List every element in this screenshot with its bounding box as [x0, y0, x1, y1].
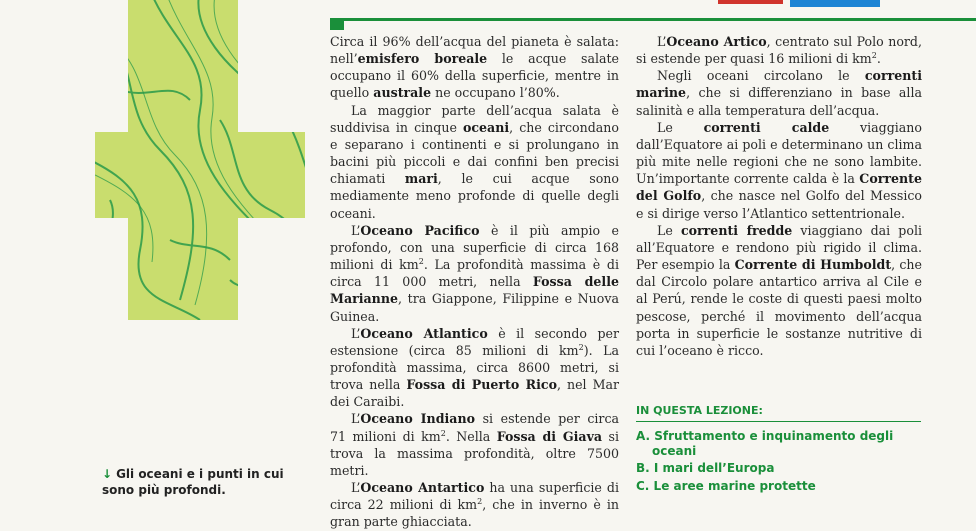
paragraph: Le correnti calde viaggiano dall’Equatore ai poli e determinano un clima più mite nelle regioni che ne sono lambite. Un’importante corrente calda è la Corrente del Golfo, che nasce nel Golfo del Messico e si dirige verso l’Atlantico settentrionale.	[636, 119, 922, 221]
lesson-box-title: IN QUESTA LEZIONE:	[636, 404, 763, 417]
paragraph: L’Oceano Indiano si estende per circa 71 milioni di $km^2$. Nella Fossa di Giava si trova la massima profondità, oltre 7500 metri.	[330, 411, 619, 478]
arrow-down-icon: ↓	[102, 467, 113, 481]
paragraph: La maggior parte dell’acqua salata è suddivisa in cinque oceani, che circondano e separano i continenti e si prolungano in bacini più piccoli e dai confini ben precisi chiamati mari, le cui acque sono mediamente meno profonde di quelle degli oceani.	[330, 102, 619, 221]
header-marker	[330, 18, 344, 30]
chapter-number-graphic	[0, 0, 320, 320]
paragraph: L’Oceano Pacifico è il più ampio e profondo, con una superficie di circa 168 milioni di $km^2$. La profondità massima è di circa 11 000 metri, nella Fossa delle Marianne, tra Giappone, Filippine e Nuova Guinea.	[330, 222, 620, 324]
paragraph: Le correnti fredde viaggiano dai poli all’Equatore e rendono più rigido il clima. Per esempio la Corrente di Humboldt, che dal Circolo polare antartico arriva al Cile e al Perú, rende le coste di questi paesi molto pescose, perché il movimento dell’acqua porta in superficie le sostanze nutritive di cui l’oceano è ricco.	[636, 222, 923, 358]
paragraph: Circa il 96% dell’acqua del pianeta è salata: nell’emisfero boreale le acque salate occupano il 60% della superficie, mentre in quello australe ne occupano l’80%.	[330, 34, 619, 101]
paragraph: Negli oceani circolano le correnti marine, che si differenziano in base alla salinità e alla temperatura dell’acqua.	[636, 68, 922, 118]
caption-text: Gli oceani e i punti in cui sono più profondi.	[102, 467, 284, 497]
header-blue-bar	[790, 0, 880, 7]
paragraph: L’Oceano Artico, centrato sul Polo nord, si estende per quasi 16 milioni di $km^2$.	[636, 34, 922, 67]
paragraph: L’Oceano Atlantico è il secondo per estensione (circa 85 milioni di $km^2$). La profondità massima, circa 8600 metri, si trova nella Fossa di Puerto Rico, nel Mar dei Caraibi.	[330, 325, 619, 410]
lesson-item[interactable]: B. I mari dell’Europa	[636, 461, 775, 475]
lesson-item[interactable]: A. Sfruttamento e inquinamento degli oceani	[636, 429, 894, 458]
figure-caption	[102, 466, 317, 498]
lesson-box-divider	[636, 421, 921, 422]
text-column-left	[330, 33, 619, 531]
lesson-item[interactable]: C. Le aree marine protette	[636, 478, 816, 493]
header-red-bar	[718, 0, 783, 4]
paragraph: L’Oceano Antartico ha una superficie di circa 22 milioni di $km^2$, che in inverno è in gran parte ghiacciata.	[330, 480, 619, 530]
lesson-list	[636, 429, 926, 496]
text-column-right	[636, 33, 922, 359]
header-divider	[330, 18, 976, 21]
